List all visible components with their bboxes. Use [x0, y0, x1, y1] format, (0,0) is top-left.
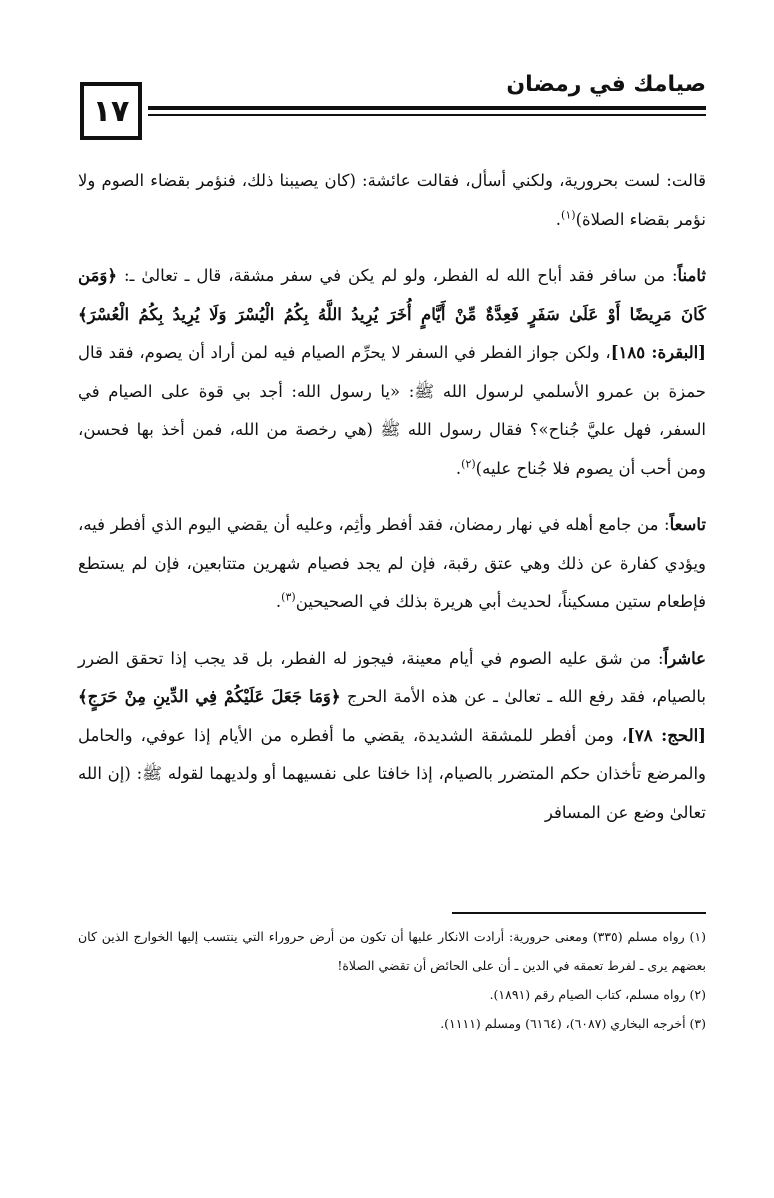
paragraph-text: ، ولكن جواز الفطر في السفر لا يحرِّم الصيام فيه لمن أراد أن يصوم، فقد قال حمزة بن عمرو الأسلمي لرسول الله ﷺ: «يا رسول الله: أجد بي قوة على الصيام في السفر، فهل عليَّ جُناح»؟ فقال رسول الله ﷺ (هي رخصة من الله، فمن أخذ بها فحسن، ومن أحب أن يصوم فلا جُناح عليه) — [78, 343, 706, 478]
page-number: ١٧ — [80, 82, 142, 140]
paragraph-text: ، ومن أفطر للمشقة الشديدة، يقضي ما أفطره من الأيام إذا عوفي، والحامل والمرضع تأخذان حكم المتضرر بالصيام، إذا خافتا على نفسيهما أو ولديهما لقوله ﷺ: (إن الله تعالىٰ وضع عن المسافر — [78, 725, 706, 822]
paragraph-end: . — [275, 592, 282, 611]
paragraph-text: : من شق عليه الصوم في أيام معينة، فيجوز له الفطر، بل قد يجب إذا تحقق الضرر بالصيام، فقد رفع الله ـ تعالىٰ ـ عن هذه الأمة الحرج — [78, 648, 706, 706]
footnote-3: (٣) أخرجه البخاري (٦٠٨٧)، (٦١٦٤) ومسلم (١١١١). — [440, 1016, 706, 1031]
paragraph-2 — [78, 257, 706, 488]
footnote-1: (١) رواه مسلم (٣٣٥) ومعنى حرورية: أرادت الانكار عليها أن تكون من أرض حروراء التي ينتسب إليها الخوارج الذين كان بعضهم يرى ـ لفرط تعمقه في الدين ـ أن على الحائض أن تقضي الصلاة! — [78, 929, 706, 973]
header-rule-thin — [148, 114, 706, 116]
paragraph-4 — [78, 640, 706, 833]
verse-reference: [البقرة: ١٨٥] — [610, 343, 706, 362]
paragraph-text: : من جامع أهله في نهار رمضان، فقد أفطر وأثِم، وعليه أن يقضي اليوم الذي أفطر فيه، ويؤدي كفارة عن ذلك وهي عتق رقبة، فإن لم يجد فصيام شهرين متتابعين، فإن لم يستطع فإطعام ستين مسكيناً، لحديث أبي هريرة بذلك في الصحيحين — [78, 515, 706, 611]
main-text — [78, 162, 706, 850]
footnote-divider — [452, 912, 706, 914]
paragraph-1 — [78, 162, 706, 239]
quran-verse: ﴿وَمَا جَعَلَ عَلَيْكُمْ فِي الدِّينِ مِنْ حَرَجٍ﴾ — [78, 687, 341, 706]
paragraph-text: : من سافر فقد أباح الله له الفطر، ولو لم يكن في سفر مشقة، قال ـ تعالىٰ ـ: — [117, 266, 678, 285]
footnote-marker: (٢) — [461, 457, 476, 470]
footnotes — [78, 922, 706, 1038]
paragraph-lead: تاسعاً — [669, 515, 706, 534]
header-rule-thick — [148, 106, 706, 110]
footnote-marker: (١) — [561, 208, 576, 221]
paragraph-end: . — [455, 458, 462, 478]
book-title: صيامك في رمضان — [506, 72, 706, 97]
footnote-2: (٢) رواه مسلم، كتاب الصيام رقم (١٨٩١). — [489, 987, 706, 1002]
paragraph-text: قالت: لست بحرورية، ولكني أسأل، فقالت عائشة: (كان يصيبنا ذلك، فنؤمر بقضاء الصوم ولا نؤمر بقضاء الصلاة) — [78, 171, 706, 229]
page-header — [70, 70, 706, 150]
paragraph-end: . — [555, 209, 562, 229]
paragraph-lead: عاشراً — [663, 648, 706, 668]
footnote-marker: (٣) — [281, 590, 296, 604]
paragraph-3 — [78, 506, 706, 622]
verse-reference: [الحج: ٧٨] — [627, 725, 706, 745]
quran-verse: ﴿وَمَن كَانَ مَرِيضًا أَوْ عَلَىٰ سَفَرٍ فَعِدَّةٌ مِّنْ أَيَّامٍ أُخَرَ يُرِيدُ اللَّهُ بِكُمُ الْيُسْرَ وَلَا يُرِيدُ بِكُمُ الْعُسْرَ﴾ — [78, 266, 706, 324]
paragraph-lead: ثامناً — [677, 266, 706, 285]
